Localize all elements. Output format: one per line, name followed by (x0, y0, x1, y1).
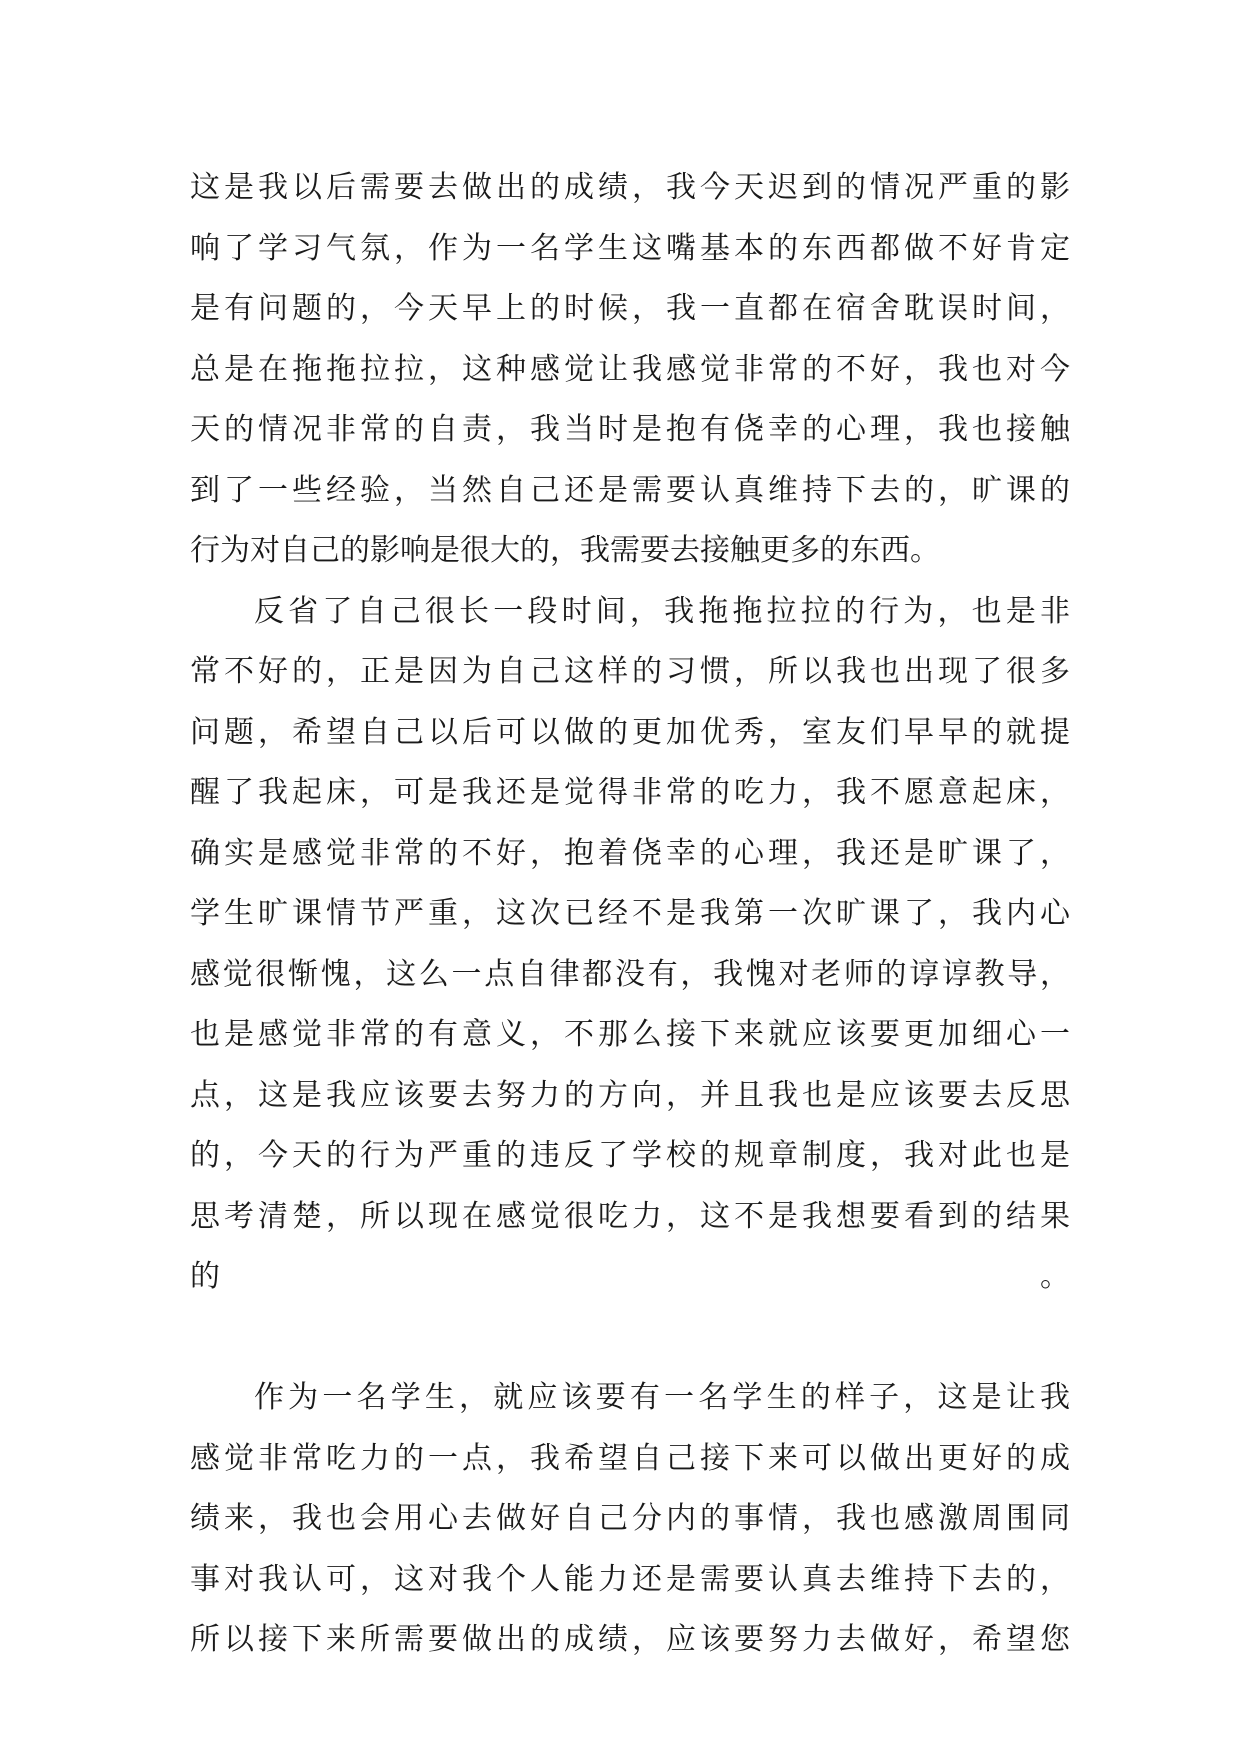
text-line: 感觉很惭愧，这么一点自律都没有，我愧对老师的谆谆教导， (190, 956, 1070, 992)
text-line: 作为一名学生，就应该要有一名学生的样子，这是让我 (254, 1380, 1070, 1415)
paragraph (190, 582, 1070, 1369)
text-line: 行为对自己的影响是很大的，我需要去接触更多的东西。 (190, 533, 940, 568)
text-line: 是有问题的，今天早上的时候，我一直都在宿舍耽误时间， (190, 291, 1070, 326)
text-line: 反省了自己很长一段时间，我拖拖拉拉的行为，也是非 (254, 593, 1070, 629)
text-line: 到了一些经验，当然自己还是需要认真维持下去的，旷课的 (190, 472, 1070, 508)
document-body (190, 158, 1070, 1671)
text-line: 这是我以后需要去做出的成绩，我今天迟到的情况严重的影 (190, 170, 1070, 205)
text-line: 确实是感觉非常的不好，抱着侥幸的心理，我还是旷课了， (190, 835, 1070, 871)
text-line: 所以接下来所需要做出的成绩，应该要努力去做好，希望您 (190, 1622, 1070, 1657)
text-line: 事对我认可，这对我个人能力还是需要认真去维持下去的， (190, 1561, 1070, 1597)
paragraph (190, 1368, 1070, 1671)
text-line: 响了学习气氛，作为一名学生这嘴基本的东西都做不好肯定 (190, 230, 1070, 266)
text-line: 的。 (190, 1259, 1070, 1294)
text-line: 学生旷课情节严重，这次已经不是我第一次旷课了，我内心 (190, 896, 1070, 931)
paragraph (190, 158, 1070, 582)
text-line: 点，这是我应该要去努力的方向，并且我也是应该要去反思 (190, 1077, 1070, 1113)
text-line: 天的情况非常的自责，我当时是抱有侥幸的心理，我也接触 (190, 412, 1070, 447)
text-line: 的，今天的行为严重的违反了学校的规章制度，我对此也是 (190, 1138, 1070, 1173)
text-line: 也是感觉非常的有意义，不那么接下来就应该要更加细心一 (190, 1017, 1070, 1052)
text-line (190, 1308, 1070, 1369)
text-line: 总是在拖拖拉拉，这种感觉让我感觉非常的不好，我也对今 (190, 351, 1070, 387)
text-line: 醒了我起床，可是我还是觉得非常的吃力，我不愿意起床， (190, 775, 1070, 810)
text-line: 感觉非常吃力的一点，我希望自己接下来可以做出更好的成 (190, 1440, 1070, 1476)
text-line: 问题，希望自己以后可以做的更加优秀，室友们早早的就提 (190, 714, 1070, 750)
text-line: 思考清楚，所以现在感觉很吃力，这不是我想要看到的结果 (190, 1198, 1070, 1234)
text-line: 绩来，我也会用心去做好自己分内的事情，我也感激周围同 (190, 1501, 1070, 1536)
text-line: 常不好的，正是因为自己这样的习惯，所以我也出现了很多 (190, 654, 1070, 689)
